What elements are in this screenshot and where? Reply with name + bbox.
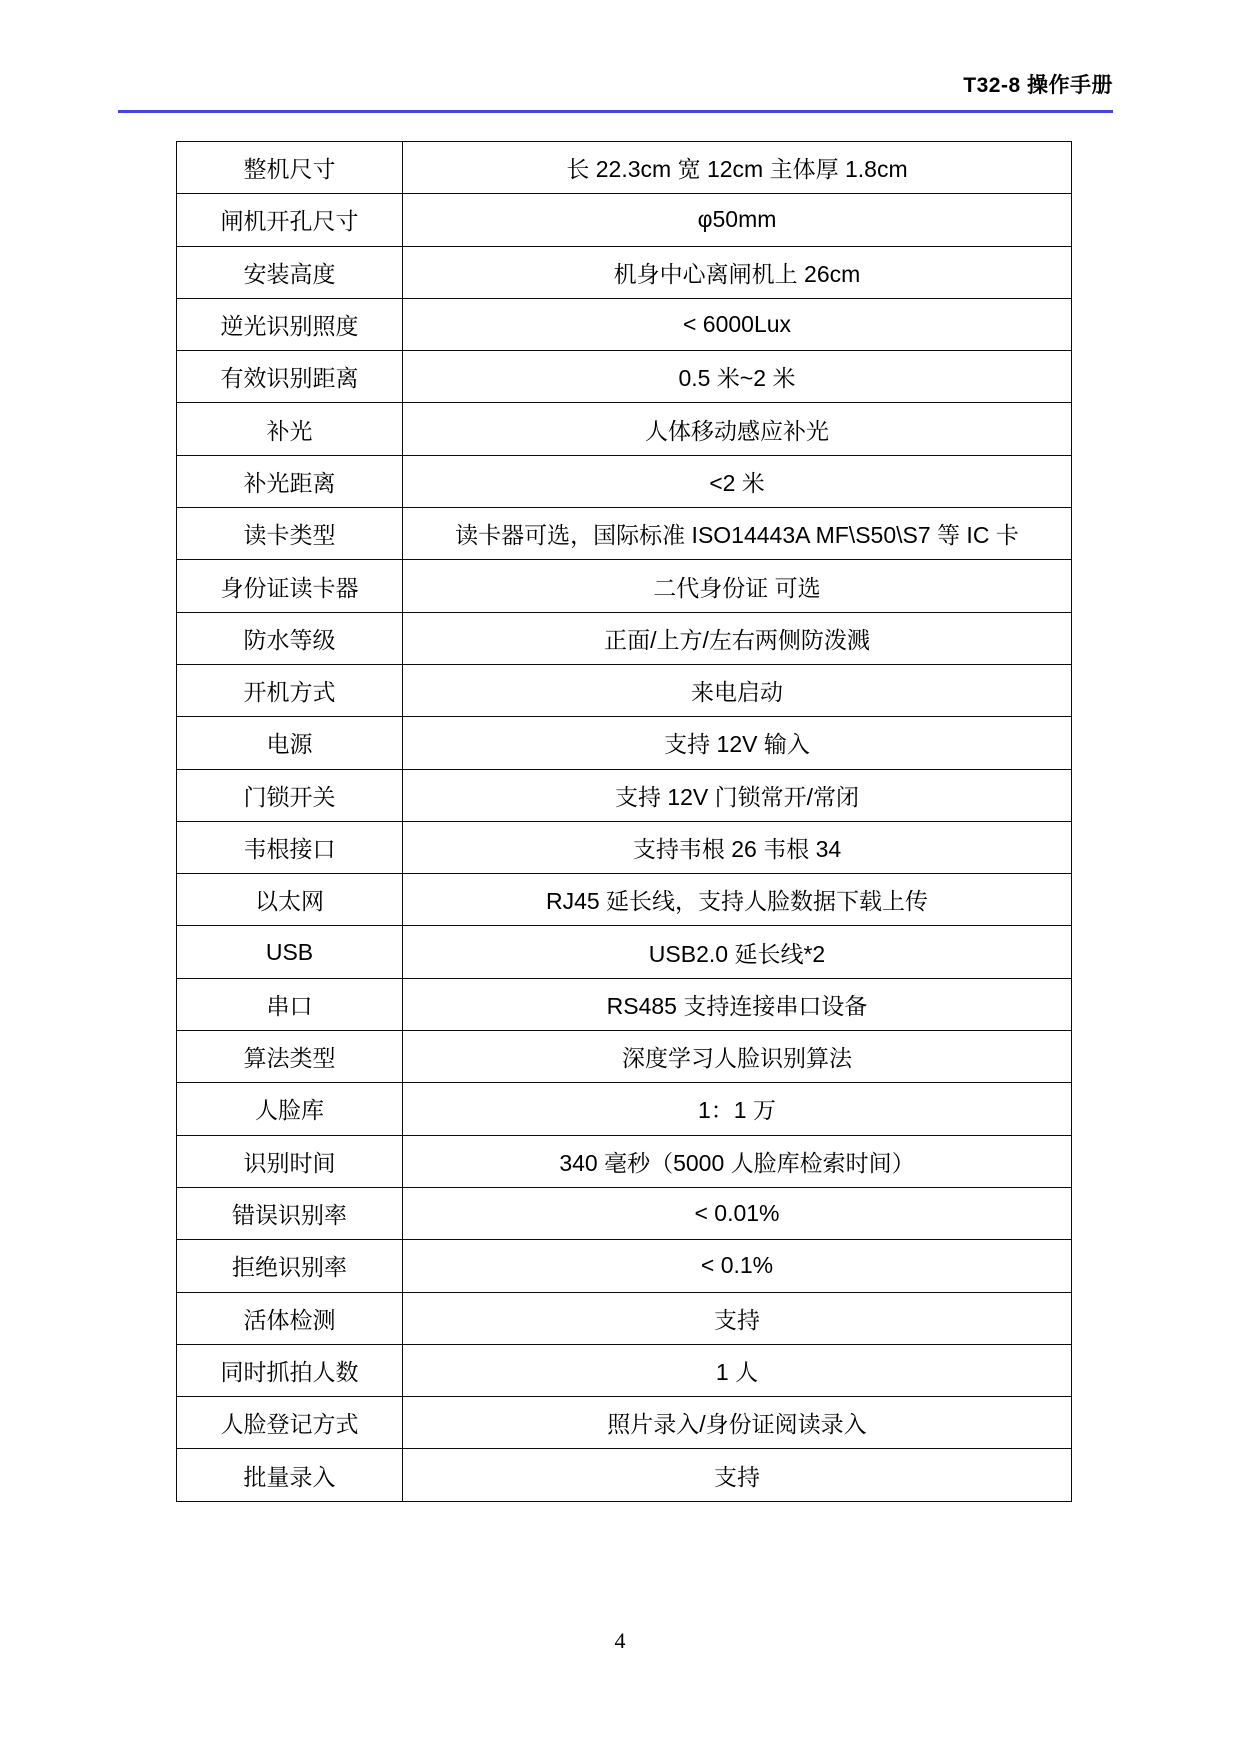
table-row — [177, 298, 1072, 350]
page-number: 4 — [614, 1628, 626, 1653]
table-row — [177, 821, 1072, 873]
spec-value: RS485 支持连接串口设备 — [403, 978, 1072, 1030]
spec-value: 支持 12V 输入 — [403, 717, 1072, 769]
spec-value: 支持 — [403, 1292, 1072, 1344]
spec-value: 340 毫秒（5000 人脸库检索时间） — [403, 1135, 1072, 1187]
spec-label: 以太网 — [177, 874, 403, 926]
spec-value: 1：1 万 — [403, 1083, 1072, 1135]
table-row — [177, 1240, 1072, 1292]
spec-value: 正面/上方/左右两侧防泼溅 — [403, 612, 1072, 664]
page-header — [118, 70, 1113, 113]
table-row — [177, 1187, 1072, 1239]
table-row — [177, 717, 1072, 769]
spec-label: 算法类型 — [177, 1031, 403, 1083]
table-row — [177, 664, 1072, 716]
table-row — [177, 926, 1072, 978]
spec-label: 防水等级 — [177, 612, 403, 664]
table-row — [177, 1083, 1072, 1135]
table-row — [177, 351, 1072, 403]
spec-value: 人体移动感应补光 — [403, 403, 1072, 455]
spec-value: 支持韦根 26 韦根 34 — [403, 821, 1072, 873]
spec-label: 电源 — [177, 717, 403, 769]
spec-label: 开机方式 — [177, 664, 403, 716]
spec-value: 1 人 — [403, 1344, 1072, 1396]
spec-value: < 6000Lux — [403, 298, 1072, 350]
table-row — [177, 769, 1072, 821]
spec-value: 读卡器可选，国际标准 ISO14443A MF\S50\S7 等 IC 卡 — [403, 508, 1072, 560]
table-row — [177, 1135, 1072, 1187]
spec-table-body — [177, 142, 1072, 1502]
table-row — [177, 874, 1072, 926]
spec-value: φ50mm — [403, 194, 1072, 246]
spec-label: 韦根接口 — [177, 821, 403, 873]
spec-label: 错误识别率 — [177, 1187, 403, 1239]
table-row — [177, 1397, 1072, 1449]
spec-label: 门锁开关 — [177, 769, 403, 821]
spec-label: 串口 — [177, 978, 403, 1030]
spec-table — [176, 141, 1072, 1502]
spec-value: 照片录入/身份证阅读录入 — [403, 1397, 1072, 1449]
table-row — [177, 1031, 1072, 1083]
header-rule — [118, 110, 1113, 113]
spec-value: 长 22.3cm 宽 12cm 主体厚 1.8cm — [403, 142, 1072, 194]
page-title: T32-8 操作手册 — [963, 74, 1113, 97]
table-row — [177, 1292, 1072, 1344]
spec-label: 安装高度 — [177, 246, 403, 298]
spec-value: 机身中心离闸机上 26cm — [403, 246, 1072, 298]
spec-value: RJ45 延长线，支持人脸数据下载上传 — [403, 874, 1072, 926]
table-row — [177, 246, 1072, 298]
table-row — [177, 194, 1072, 246]
table-row — [177, 455, 1072, 507]
spec-value: USB2.0 延长线*2 — [403, 926, 1072, 978]
spec-label: 人脸登记方式 — [177, 1397, 403, 1449]
spec-value: 来电启动 — [403, 664, 1072, 716]
spec-value: 二代身份证 可选 — [403, 560, 1072, 612]
spec-label: 批量录入 — [177, 1449, 403, 1501]
spec-value: <2 米 — [403, 455, 1072, 507]
spec-label: 逆光识别照度 — [177, 298, 403, 350]
table-row — [177, 508, 1072, 560]
table-row — [177, 560, 1072, 612]
spec-label: 整机尺寸 — [177, 142, 403, 194]
spec-label: 识别时间 — [177, 1135, 403, 1187]
spec-label: 身份证读卡器 — [177, 560, 403, 612]
table-row — [177, 403, 1072, 455]
spec-label: USB — [177, 926, 403, 978]
spec-value: 支持 — [403, 1449, 1072, 1501]
spec-label: 同时抓拍人数 — [177, 1344, 403, 1396]
spec-label: 有效识别距离 — [177, 351, 403, 403]
table-row — [177, 1449, 1072, 1501]
spec-label: 补光距离 — [177, 455, 403, 507]
table-row — [177, 978, 1072, 1030]
spec-label: 补光 — [177, 403, 403, 455]
table-row — [177, 142, 1072, 194]
spec-value: 深度学习人脸识别算法 — [403, 1031, 1072, 1083]
spec-label: 人脸库 — [177, 1083, 403, 1135]
table-row — [177, 1344, 1072, 1396]
spec-value: < 0.1% — [403, 1240, 1072, 1292]
table-row — [177, 612, 1072, 664]
spec-label: 活体检测 — [177, 1292, 403, 1344]
spec-value: < 0.01% — [403, 1187, 1072, 1239]
spec-label: 读卡类型 — [177, 508, 403, 560]
spec-label: 拒绝识别率 — [177, 1240, 403, 1292]
spec-value: 支持 12V 门锁常开/常闭 — [403, 769, 1072, 821]
spec-value: 0.5 米~2 米 — [403, 351, 1072, 403]
spec-label: 闸机开孔尺寸 — [177, 194, 403, 246]
